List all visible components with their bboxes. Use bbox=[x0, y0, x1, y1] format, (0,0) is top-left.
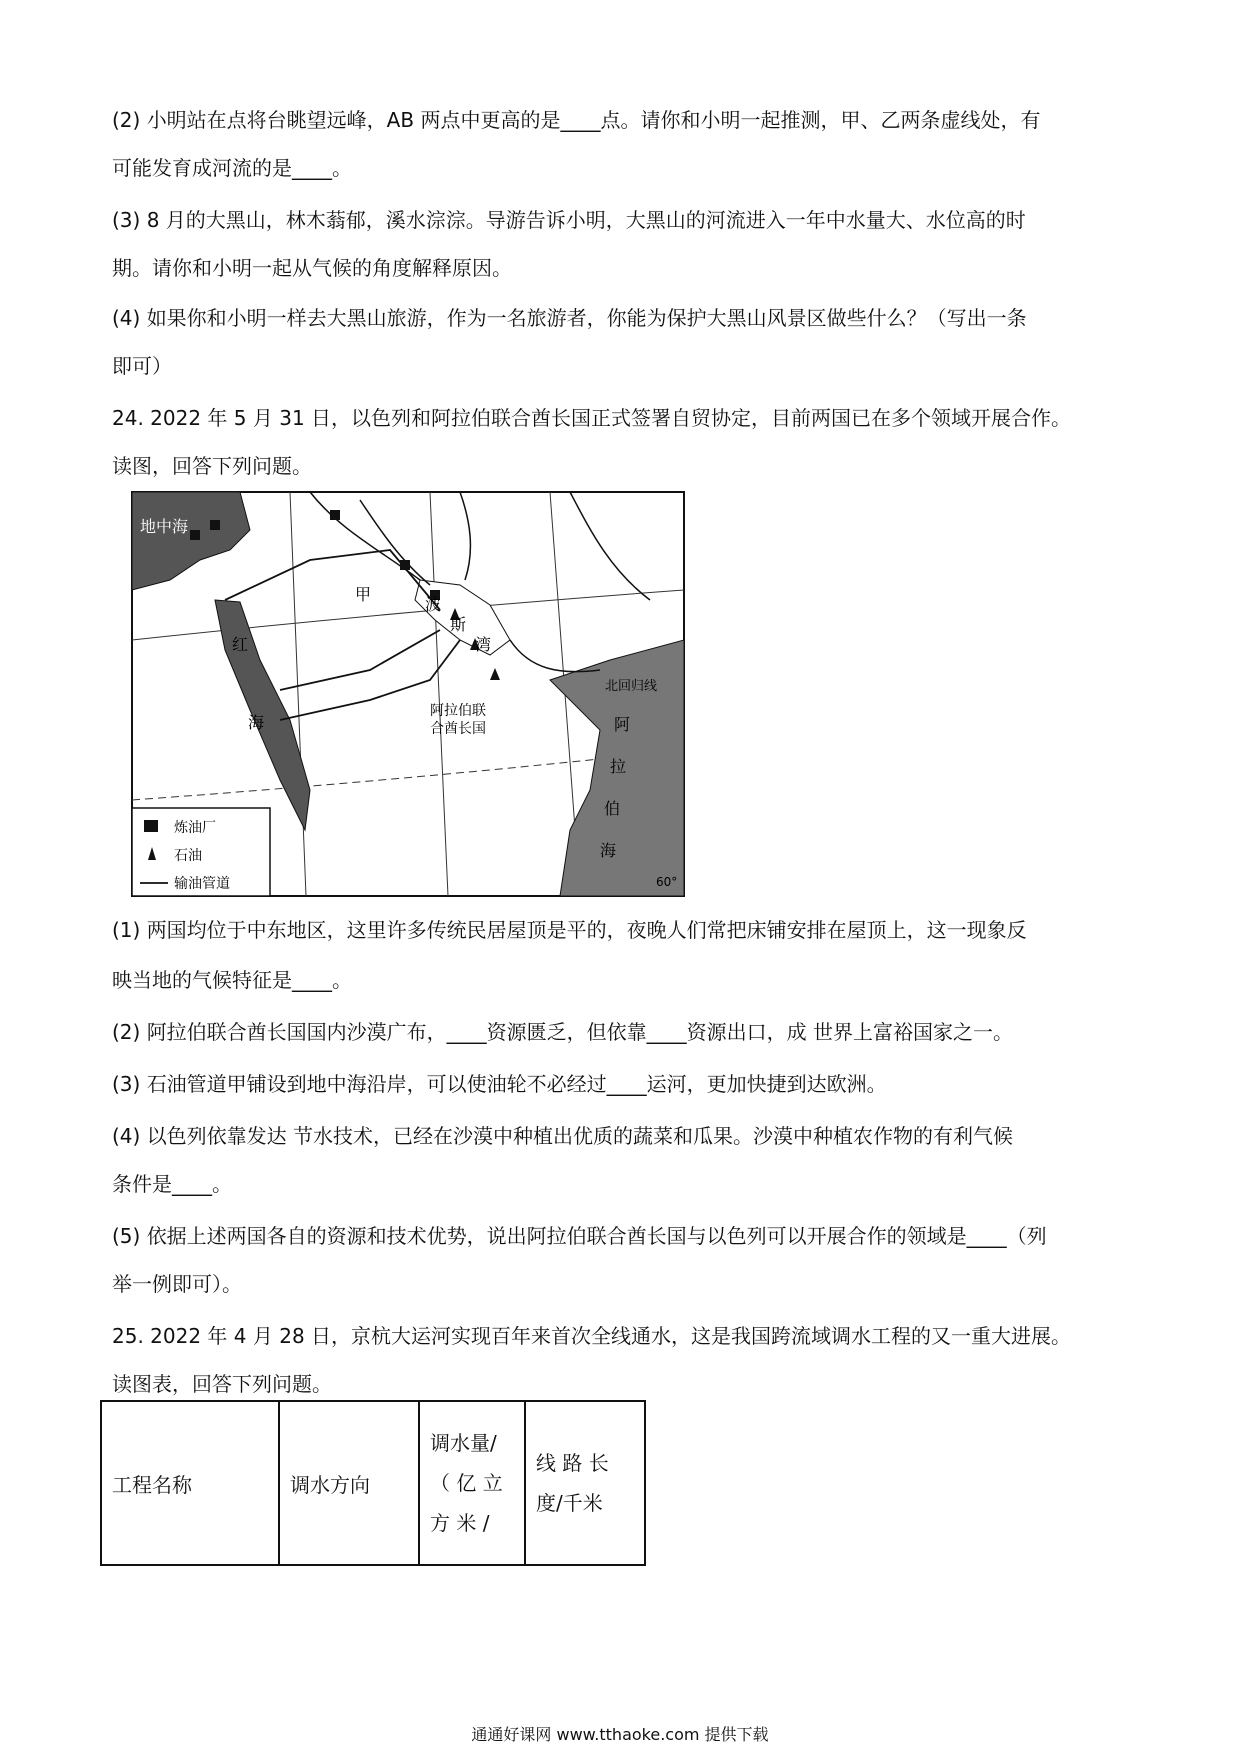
refinery-symbol bbox=[330, 510, 340, 520]
map-legend bbox=[132, 808, 270, 896]
header-project-name: 工程名称 bbox=[101, 1401, 279, 1565]
header-length: 线 路 长 度/千米 bbox=[525, 1401, 645, 1565]
text-line: (2) 小明站在点将台眺望远峰，AB 两点中更高的是____点。请你和小明一起推测，甲、乙两条虚线处，有 bbox=[112, 108, 1041, 132]
label-arabian-sea: 海 bbox=[600, 841, 617, 860]
question-25-stem: 25. 2022 年 4 月 28 日，京杭大运河实现百年来首次全线通水，这是我国跨流域调水工程的又一重大进展。 bbox=[112, 1324, 1072, 1348]
table-header-row bbox=[101, 1401, 645, 1565]
label-uae: 合酋长国 bbox=[430, 721, 486, 737]
legend-pipeline: 输油管道 bbox=[174, 876, 230, 892]
label-persian-gulf: 斯 bbox=[450, 615, 467, 634]
legend-refinery: 炼油厂 bbox=[174, 820, 216, 836]
label-uae: 阿拉伯联 bbox=[430, 703, 486, 719]
text-line: (4) 以色列依靠发达 节水技术，已经在沙漠中种植出优质的蔬菜和瓜果。沙漠中种植农作物的有利气候 bbox=[112, 1124, 1014, 1148]
label-pipeline-jia: 甲 bbox=[355, 585, 372, 604]
text-line: 读图，回答下列问题。 bbox=[112, 454, 312, 478]
text-line: (3) 石油管道甲铺设到地中海沿岸，可以使油轮不必经过____运河，更加快捷到达欧洲。 bbox=[112, 1072, 887, 1096]
middle-east-map bbox=[130, 490, 686, 898]
text-line: (1) 两国均位于中东地区，这里许多传统民居屋顶是平的，夜晚人们常把床铺安排在屋顶上，这一现象反 bbox=[112, 918, 1027, 942]
text-line: 条件是____。 bbox=[112, 1172, 232, 1196]
legend-oil: 石油 bbox=[174, 848, 202, 864]
text-line: 读图表，回答下列问题。 bbox=[112, 1372, 332, 1396]
refinery-symbol bbox=[190, 530, 200, 540]
refinery-symbol bbox=[210, 520, 220, 530]
label-persian-gulf: 湾 bbox=[475, 635, 492, 654]
text-line: 期。请你和小明一起从气候的角度解释原因。 bbox=[112, 256, 512, 280]
label-red-sea: 红 bbox=[232, 635, 249, 654]
text-line: (4) 如果你和小明一样去大黑山旅游，作为一名旅游者，你能为保护大黑山风景区做些什么？（写出一条 bbox=[112, 306, 1027, 330]
label-persian-gulf: 波 bbox=[425, 595, 442, 614]
water-transfer-table bbox=[100, 1400, 646, 1566]
question-24-stem: 24. 2022 年 5 月 31 日，以色列和阿拉伯联合酋长国正式签署自贸协定，目前两国已在多个领域开展合作。 bbox=[112, 406, 1072, 430]
text-line: 举一例即可）。 bbox=[112, 1272, 242, 1296]
label-tropic: 北回归线 bbox=[605, 679, 658, 694]
text-line: 可能发育成河流的是____。 bbox=[112, 156, 352, 180]
header-volume: 调水量/ （ 亿 立 方 米 / bbox=[419, 1401, 525, 1565]
label-mediterranean: 地中海 bbox=[140, 517, 189, 536]
refinery-icon bbox=[144, 820, 158, 832]
text-line: (5) 依据上述两国各自的资源和技术优势，说出阿拉伯联合酋长国与以色列可以开展合作的领域是____（列 bbox=[112, 1224, 1047, 1248]
header-direction: 调水方向 bbox=[279, 1401, 419, 1565]
footer: 通通好课网 www.tthaoke.com 提供下载 bbox=[471, 1725, 769, 1744]
label-arabian-sea: 拉 bbox=[610, 757, 627, 776]
text-line: (2) 阿拉伯联合酋长国国内沙漠广布，____资源匮乏，但依靠____资源出口，成 世界上富裕国家之一。 bbox=[112, 1020, 1014, 1044]
text-line: (3) 8 月的大黑山，林木蓊郁，溪水淙淙。导游告诉小明，大黑山的河流进入一年中水量大、水位高的时 bbox=[112, 208, 1026, 232]
label-longitude-60: 60° bbox=[656, 875, 678, 889]
text-line: 映当地的气候特征是____。 bbox=[112, 968, 352, 992]
label-arabian-sea: 伯 bbox=[604, 799, 621, 818]
label-red-sea: 海 bbox=[248, 713, 265, 732]
text-line: 即可） bbox=[112, 354, 172, 378]
label-arabian-sea: 阿 bbox=[614, 715, 631, 734]
refinery-symbol bbox=[400, 560, 410, 570]
